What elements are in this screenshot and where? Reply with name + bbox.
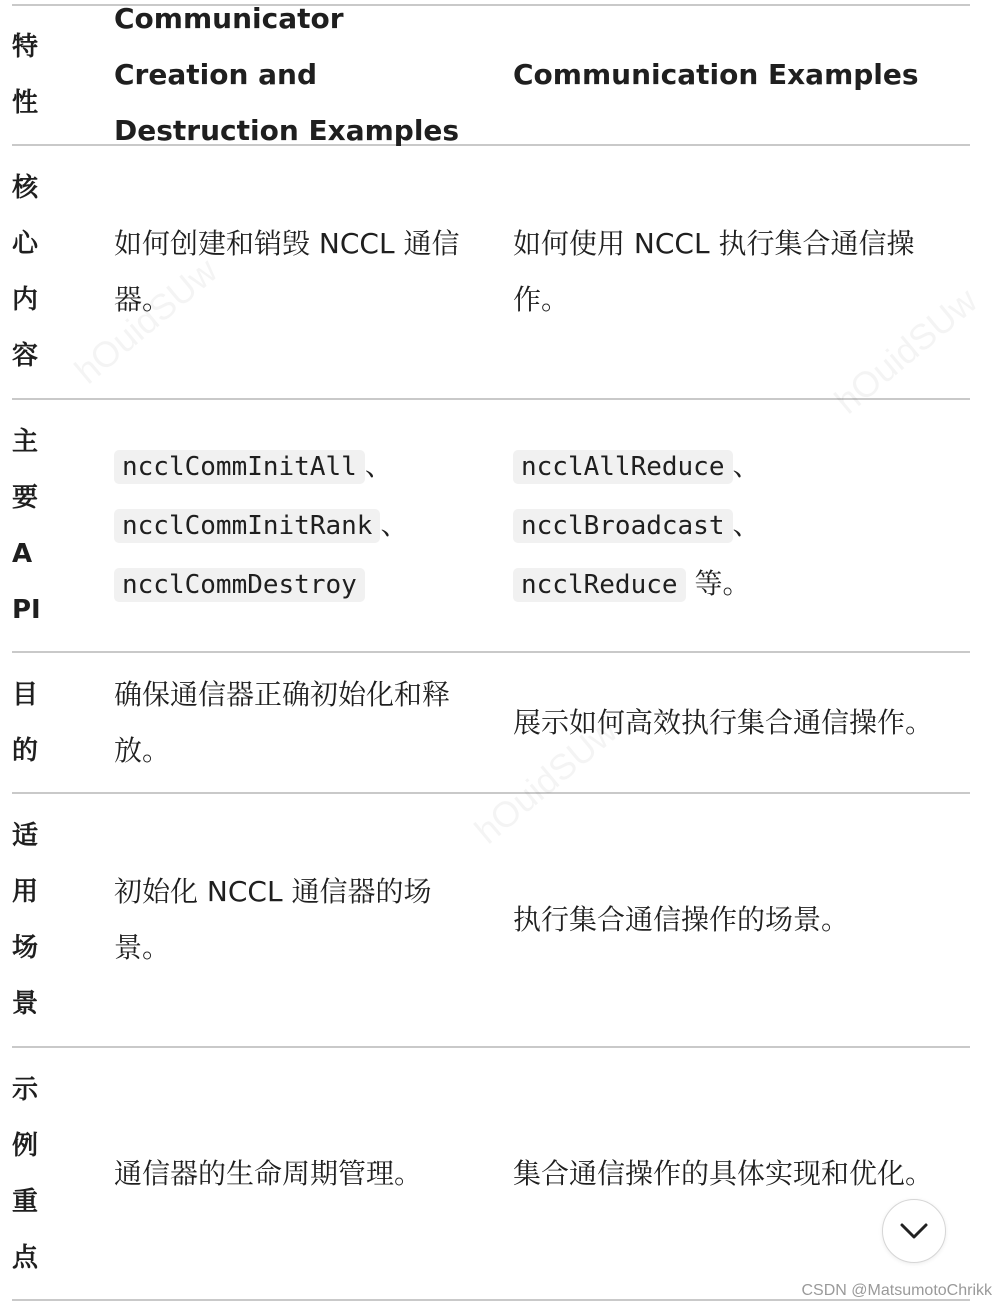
scroll-down-button[interactable]	[882, 1199, 946, 1263]
chevron-down-icon	[899, 1222, 929, 1240]
api-code: ncclCommDestroy	[114, 568, 365, 602]
row-communication-text: 集合通信操作的具体实现和优化。	[513, 1156, 934, 1190]
api-code: ncclCommInitAll	[114, 450, 365, 484]
header-feature: 特性	[12, 32, 39, 118]
row-creation-text: 如何创建和销毁 NCCL 通信器。	[114, 227, 460, 316]
row-communication-text: 执行集合通信操作的场景。	[513, 903, 850, 936]
row-creation-text: 确保通信器正确初始化和释放。	[114, 677, 451, 767]
header-communication: Communication Examples	[513, 58, 919, 91]
row-creation-apis	[46, 437, 479, 614]
api-code: ncclBroadcast	[513, 509, 733, 543]
row-creation-text: 初始化 NCCL 通信器的场景。	[114, 875, 432, 964]
row-feature: 主要API	[12, 426, 41, 625]
row-feature: 核心内容	[12, 173, 39, 371]
api-code: ncclCommInitRank	[114, 509, 380, 543]
table-row	[12, 1048, 970, 1299]
separator: 、	[732, 508, 761, 541]
table-header-row	[12, 2, 970, 147]
separator: 、	[364, 449, 393, 482]
table-row	[12, 794, 970, 1046]
table-row	[12, 400, 970, 651]
header-creation: Communicator Creation and Destruction Examples	[114, 2, 460, 147]
row-feature: 目的	[12, 679, 39, 766]
api-code: ncclAllReduce	[513, 450, 733, 484]
credit-watermark: CSDN @MatsumotoChrikk	[801, 1282, 992, 1299]
row-feature: 适用场景	[12, 821, 39, 1019]
separator: 、	[732, 449, 761, 482]
row-communication-text: 如何使用 NCCL 执行集合通信操作。	[513, 227, 915, 316]
row-feature: 示例重点	[12, 1074, 39, 1273]
api-code: ncclReduce	[513, 568, 686, 602]
api-tail: 等。	[694, 567, 751, 600]
table-row	[12, 146, 970, 398]
table-row	[12, 653, 970, 792]
row-creation-text: 通信器的生命周期管理。	[114, 1156, 423, 1190]
comparison-table	[12, 4, 970, 1301]
separator: 、	[380, 508, 409, 541]
row-communication-apis	[479, 437, 970, 614]
row-communication-text: 展示如何高效执行集合通信操作。	[513, 705, 934, 739]
